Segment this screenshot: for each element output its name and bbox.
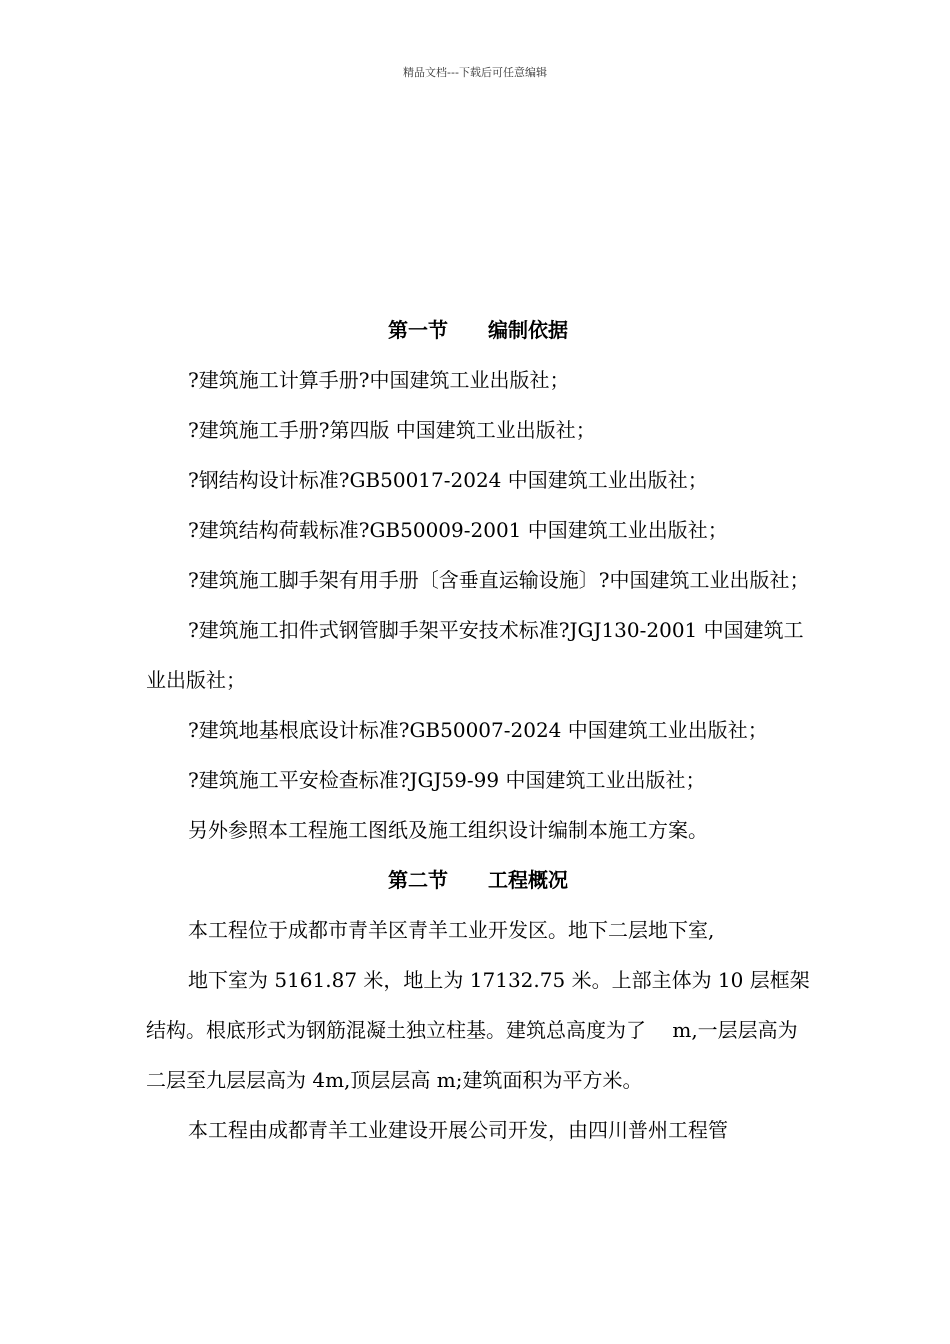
reference-item: ?建筑结构荷载标准?GB50009-2001 中国建筑工业出版社；	[188, 518, 728, 542]
document-body	[146, 305, 810, 1155]
reference-item: ?建筑施工脚手架有用手册〔含垂直运输设施〕?中国建筑工业出版社；	[188, 568, 810, 592]
page-header: 精品文档---下载后可任意编辑	[403, 66, 547, 79]
reference-item: ?建筑施工扣件式钢管脚手架平安技术标准?JGJ130-2001 中国建筑工业出版社；	[146, 618, 804, 692]
reference-item: ?建筑地基根底设计标准?GB50007-2024 中国建筑工业出版社；	[188, 718, 768, 742]
section-title-basis: 第一节 编制依据	[388, 318, 568, 342]
reference-item: ?建筑施工计算手册?中国建筑工业出版社；	[188, 368, 570, 392]
overview-paragraph: 本工程由成都青羊工业建设开展公司开发，由四川普州工程管	[188, 1118, 728, 1142]
section-title-overview: 第二节 工程概况	[388, 868, 568, 892]
overview-paragraph: 地下室为 5161.87 米，地上为 17132.75 米。上部主体为 10 层框架结构。根底形式为钢筋混凝土独立柱基。建筑总高度为了 m,一层层高为二层至九层层高为 4m,顶层层高 m;建筑面积为平方米。	[146, 968, 810, 1092]
overview-paragraph: 本工程位于成都市青羊区青羊工业开发区。地下二层地下室,	[188, 918, 715, 942]
reference-item: ?建筑施工平安检查标准?JGJ59-99 中国建筑工业出版社；	[188, 768, 706, 792]
reference-item: ?钢结构设计标准?GB50017-2024 中国建筑工业出版社；	[188, 468, 708, 492]
reference-item: ?建筑施工手册?第四版 中国建筑工业出版社；	[188, 418, 596, 442]
reference-note: 另外参照本工程施工图纸及施工组织设计编制本施工方案。	[188, 818, 708, 842]
